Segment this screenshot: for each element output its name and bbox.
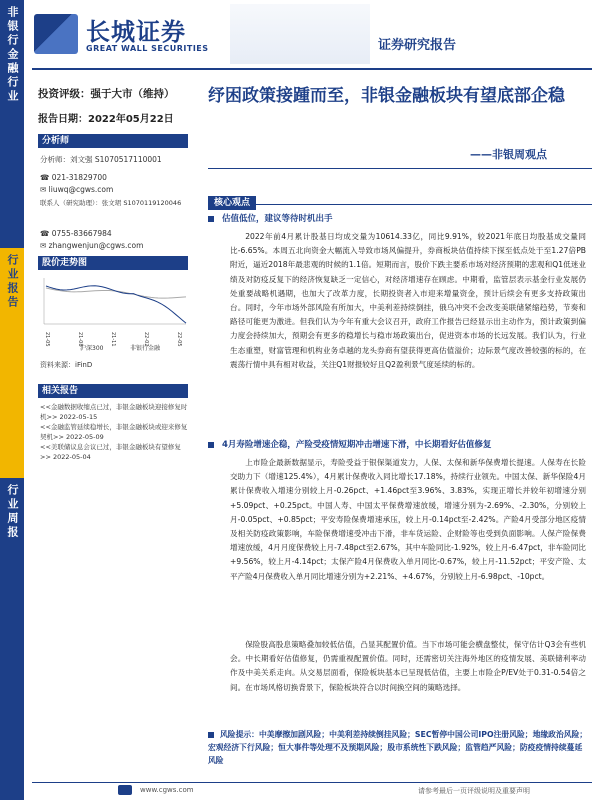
related-report-item[interactable]: <<美联储议息会议已过，非银金融板块有望修复>> 2022-05-04 — [40, 443, 181, 461]
analyst-2-phone — [40, 228, 112, 239]
core-view-tag: 核心观点 — [208, 196, 256, 210]
chart-plot-area — [44, 278, 186, 352]
report-type: 证券研究报告 — [378, 38, 457, 53]
investment-rating: 投资评级：强于大市（维持） — [38, 88, 175, 100]
analyst-2-phone-text: 0755-83667984 — [51, 229, 112, 238]
related-report-item[interactable]: <<金融数据收缩点已过，非银金融板块迎接修复时机>> 2022-05-15 — [40, 403, 188, 421]
risk-warning: 风险提示：中美摩擦加剧风险；中美利差持续倒挂风险；SEC暂停中国公司IPO注册风险；地缘政治风险；宏观经济下行风险；恒大事件等处理不及预期风险；股市系统性下跌风险；监管趋严风险；防疫疫情持续蔓延风险 — [208, 728, 590, 767]
sidebar-report-series — [0, 478, 24, 800]
chart-x-tick-label: 21-05 — [44, 332, 50, 347]
analyst-1-name: 分析师：刘文强 S1070517110001 — [40, 155, 162, 164]
analyst-1-phone — [40, 172, 107, 183]
point-2-heading: 4月寿险增速企稳，产险受疫情短期冲击增速下滑，中长期看好估值修复 — [208, 438, 491, 450]
footer-website[interactable]: www.cgws.com — [140, 786, 194, 794]
phone-icon: ☎ — [40, 173, 52, 182]
report-date: 报告日期：2022年05月22日 — [38, 114, 174, 125]
email-icon: ✉ — [40, 241, 49, 250]
email-icon: ✉ — [40, 185, 49, 194]
point-2-body: 上市险企最新数据显示，寿险受益于银保渠道发力，人保、太保和新华保费增长提速。人保寿在长险交助力下（增速125.4%），4月累计保费收入同比增长17.18%，持续行业领先。中国太保、新华保险4月累计保费收入增速分别较上月-0.26pct、+1.46pct至3.96%、3.83%，实现正增长并较年初增速分别+5.09pct、+0.25pct。中国人寿、中国太平保费增速放缓，增速分别为-2.69%、-2.30%，分别较上月-0.05pct、+0.85pct；平安寿险保费增速承压，较上月-0.14pct至-2.42%。产险4月受部分地区疫情及相关防疫政策影响，车险保费增速受冲击下滑，非车货运险、企财险等也受到负面影响。人保产险保费增速放缓，4月月度保费较上月-7.48pct至2.67%，其中车险同比-1.92%，较上月-6.47pct，非车险同比+9.56%，较上月-4.14pct；太保产险4月保费收入单月同比-0.67%，较上月-11.52pct；平安产险、太平产险4月保费收入单月同比增速分别为+2.21%、+4.67%，分别较上月-6.98pct、-10pct。 — [230, 458, 586, 581]
website-icon — [118, 785, 132, 795]
report-subtitle: ——非银周观点 — [470, 148, 547, 161]
footer-divider — [32, 782, 592, 783]
point-1-body: 2022年前4月累计股基日均成交量为10614.33亿，同比9.91%，较2021年底日均股基成交量同比-6.65%。本周五北向资金大幅流入导致市场风偏提升，券商板块估值持续下探至低点处于至1.27倍PB附近，逼近2018年最悲观的时候的1.1倍。短期而言，股价下跌主要系市场对经济预期的悲观和Q1低迷业绩及对防疫反复下的经济恢复缺乏一定信心，对经济增速存在顾虑。中期看，监管层表示基金行业发展仍处重要战略机遇期，也加大了改革力度，长期投资者入市迎来增量资金，预计后续会有更多支持政策出台。同时，今年市场外部风险有所加大，中美利差持续倒挂，俄乌冲突不会改变美联储紧缩趋势，节奏和路径可能更为激进。但我们认为今年有重大会议召开，政府工作报告已经显示出主动作为，预计政策到偏力度会持续加大，预期会有更多的稳增长与稳市场政策出台，促进资本市场的长远发展。我们认为，行业生态重塑，财富管理和机构业务卓越的龙头券商有望获得更高估值溢价；边际景气度改善较强的标的，在震荡行情中具有相对收益，关注Q1财报较好且Q2盈利景气度延续的标的。 — [230, 232, 586, 369]
point-1-heading: 估值低位，建议等待时机出手 — [208, 212, 333, 224]
chart-source: 资料来源：iFinD — [40, 361, 93, 369]
company-logo — [34, 8, 224, 62]
legend-hs300: 沪深300 — [80, 345, 104, 352]
stock-price-chart — [40, 274, 190, 354]
chart-x-tick-label: 22-02 — [143, 332, 149, 347]
chart-x-tick-label: 21-08 — [77, 332, 83, 347]
research-assistant: 联系人（研究助理）：张文珺 S1070119120046 — [40, 199, 182, 207]
sidebar-industry — [0, 0, 24, 248]
related-reports-list — [40, 402, 190, 462]
header-background-art — [230, 4, 370, 64]
sidebar-report-kind-label: 行业报告 — [6, 254, 19, 310]
analyst-1-email-text: liuwq@cgws.com — [48, 185, 114, 194]
logo-chinese: 长城证券 — [86, 17, 186, 46]
related-reports-tag: 相关报告 — [38, 384, 188, 398]
header-divider — [32, 68, 592, 70]
sidebar-report-series-label: 行业周报 — [6, 484, 19, 540]
legend-nonbank: 非银行金融 — [130, 345, 161, 352]
chart-x-tick-label: 22-05 — [176, 332, 182, 347]
analyst-2-email[interactable] — [40, 240, 143, 251]
logo-english: GREAT WALL SECURITIES — [86, 44, 209, 53]
sidebar-industry-label: 非银行金融行业 — [6, 6, 19, 104]
footer-disclaimer: 请参考最后一页评级说明及重要声明 — [418, 787, 530, 795]
related-report-item[interactable]: <<金融监管延续稳增长，非银金融板块或迎来修复契机>> 2022-05-09 — [40, 423, 188, 441]
chart-x-tick-label: 21-11 — [110, 332, 116, 347]
title-divider — [208, 168, 592, 169]
analyst-tag: 分析师 — [38, 134, 188, 148]
analyst-1-phone-text: 021-31829700 — [51, 173, 107, 182]
analyst-2-email-text: zhangwenjun@cgws.com — [48, 241, 144, 250]
point-2-valuation: 保险股高股息策略叠加较低估值，凸显其配置价值。当下市场可能会横盘整仗，保守估计Q3会有些机会。中长期看好估值修复，仍需重视配置价值。同时，还需密切关注海外地区的疫情发展、美联储利率动作及中美关系走向。从交易层面看，保险板块基本已呈现低估值，主要上市险企P/EV处于0.31-0.54倍之间。在市场风格切换背景下，保险板块符合以时间换空间的策略选择。 — [230, 640, 586, 692]
chart-title: 股价走势图 — [38, 256, 188, 270]
phone-icon: ☎ — [40, 229, 52, 238]
core-view-header — [208, 190, 592, 208]
report-title: 纾困政策接踵而至，非银金融板块有望底部企稳 — [208, 86, 565, 106]
sidebar-report-kind — [0, 248, 24, 478]
analyst-1-email[interactable] — [40, 184, 113, 195]
logo-mark-icon — [34, 14, 78, 54]
